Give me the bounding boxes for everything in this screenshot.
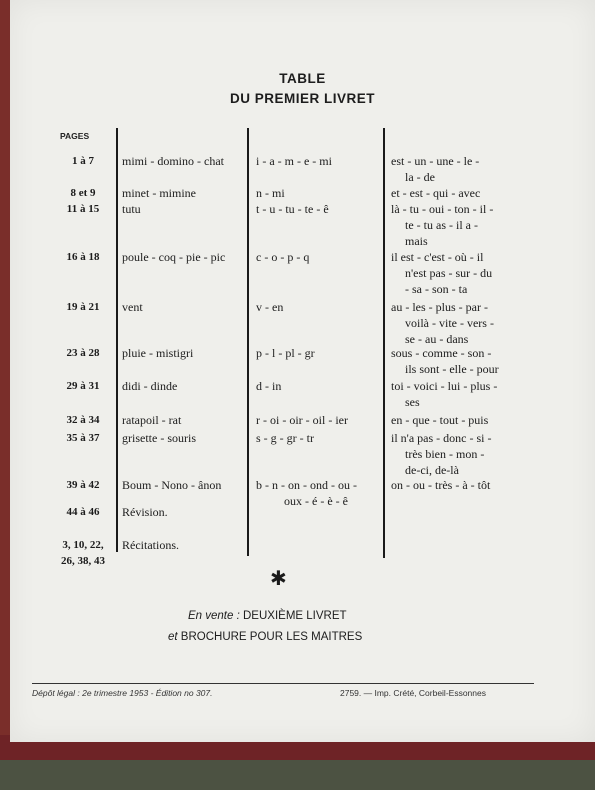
row-sounds: v - en <box>256 300 284 314</box>
row-words: tutu <box>122 202 141 216</box>
row-pages: 11 à 15 <box>66 203 100 215</box>
row-tool-words: on - ou - très - à - tôt <box>391 478 491 492</box>
row-tool-words: toi - voici - lui - plus - <box>391 379 498 393</box>
row-tool-words: en - que - tout - puis <box>391 413 489 427</box>
row-tool-words: là - tu - oui - ton - il - <box>391 202 494 216</box>
row-sounds: i - a - m - e - mi <box>256 154 332 168</box>
background-surface <box>0 760 595 790</box>
column-divider-1 <box>116 128 118 552</box>
row-tool-words: n'est pas - sur - du <box>405 266 493 280</box>
page-title: TABLE <box>279 71 326 86</box>
sale-line-1 <box>188 610 347 622</box>
row-pages: 19 à 21 <box>66 301 100 313</box>
row-tool-words: il n'a pas - donc - si - <box>391 431 492 445</box>
row-words: poule - coq - pie - pic <box>122 250 226 264</box>
row-sounds: c - o - p - q <box>256 250 310 264</box>
row-words: Révision. <box>122 505 168 519</box>
page-subtitle: DU PREMIER LIVRET <box>229 91 375 106</box>
sale-line-2 <box>168 631 362 643</box>
row-pages: 3, 10, 22, <box>62 539 104 551</box>
column-divider-2 <box>247 128 249 556</box>
row-words: Boum - Nono - ânon <box>122 478 222 492</box>
row-pages: 8 et 9 <box>70 187 96 199</box>
row-pages: 44 à 46 <box>66 506 100 518</box>
row-sounds: d - in <box>256 379 282 393</box>
column-divider-3 <box>383 128 385 558</box>
row-sounds: t - u - tu - te - ê <box>256 202 329 216</box>
sale-title-1: DEUXIÈME LIVRET <box>243 610 347 622</box>
row-tool-words: de-ci, de-là <box>405 463 459 477</box>
row-tool-words: te - tu as - il a - <box>405 218 478 232</box>
row-words: mimi - domino - chat <box>122 154 224 168</box>
row-words: Récitations. <box>122 538 179 552</box>
row-words: grisette - souris <box>122 431 196 445</box>
row-sounds: n - mi <box>256 186 285 200</box>
row-tool-words: mais <box>405 234 428 248</box>
pages-column-header: PAGES <box>60 131 90 141</box>
row-tool-words: ses <box>405 395 420 409</box>
printer-note: 2759. — Imp. Crété, Corbeil-Essonnes <box>340 688 486 698</box>
row-sounds: p - l - pl - gr <box>256 346 315 360</box>
row-pages: 29 à 31 <box>66 380 100 392</box>
row-sounds-cont: oux - é - è - ê <box>284 494 348 508</box>
row-sounds: r - oi - oir - oil - ier <box>256 413 348 427</box>
row-pages: 35 à 37 <box>66 432 100 444</box>
sale-title-2: BROCHURE POUR LES MAITRES <box>180 631 363 643</box>
row-sounds: b - n - on - ond - ou - <box>256 478 357 492</box>
row-pages: 1 à 7 <box>72 155 94 167</box>
row-tool-words: il est - c'est - où - il <box>391 250 484 264</box>
row-tool-words: ils sont - elle - pour <box>405 362 499 376</box>
row-pages: 39 à 42 <box>66 479 100 491</box>
footer-divider <box>32 683 534 684</box>
row-words: pluie - mistigri <box>122 346 194 360</box>
sale-prefix-2: et <box>168 631 178 643</box>
row-words: minet - mimine <box>122 186 196 200</box>
sale-prefix: En vente : <box>188 610 240 622</box>
row-sounds: s - g - gr - tr <box>256 431 314 445</box>
book-page <box>10 0 595 742</box>
row-tool-words: - sa - son - ta <box>405 282 468 296</box>
row-tool-words: très bien - mon - <box>405 447 485 461</box>
row-pages-cont: 26, 38, 43 <box>61 555 105 567</box>
row-tool-words: voilà - vite - vers - <box>405 316 494 330</box>
row-tool-words: se - au - dans <box>405 332 469 346</box>
row-words: didi - dinde <box>122 379 178 393</box>
row-words: vent <box>122 300 143 314</box>
asterisk-ornament: ✱ <box>270 566 287 590</box>
row-tool-words: est - un - une - le - <box>391 154 480 168</box>
row-words: ratapoil - rat <box>122 413 182 427</box>
row-tool-words: la - de <box>405 170 435 184</box>
row-pages: 23 à 28 <box>66 347 100 359</box>
row-tool-words: sous - comme - son - <box>391 346 492 360</box>
row-pages: 16 à 18 <box>66 251 100 263</box>
legal-deposit-note: Dépôt légal : 2e trimestre 1953 - Édition no 307. <box>32 688 213 698</box>
row-pages: 32 à 34 <box>66 414 100 426</box>
row-tool-words: et - est - qui - avec <box>391 186 481 200</box>
row-tool-words: au - les - plus - par - <box>391 300 488 314</box>
